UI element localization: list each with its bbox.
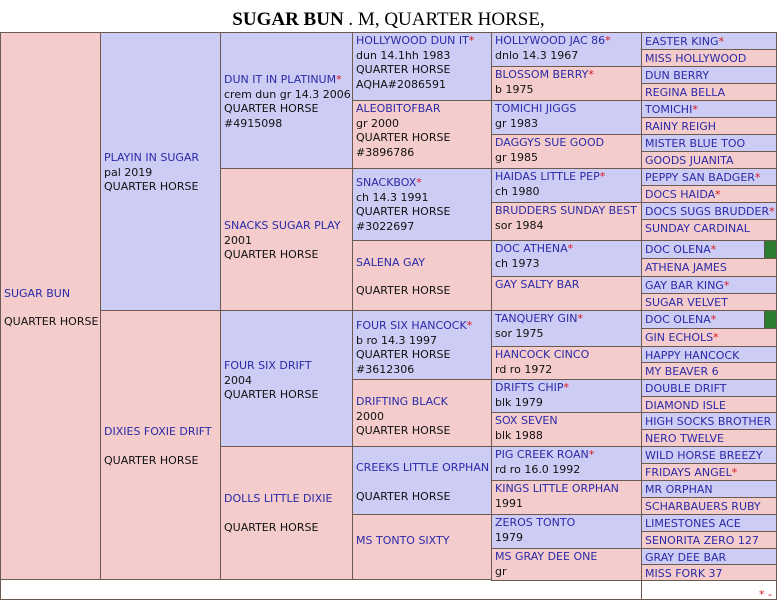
sire-sire-reg: #4915098 (224, 116, 283, 130)
gen4-detail: 1991 (495, 496, 523, 510)
gen5-name[interactable]: TOMICHI (645, 103, 693, 116)
dam-dam (220, 446, 353, 580)
gen5-cell (641, 514, 777, 532)
sire (100, 32, 221, 311)
gen4-cell (491, 480, 642, 515)
gen4-name[interactable]: TOMICHI JIGGS (495, 102, 577, 115)
gen3-cell (352, 100, 492, 169)
star-marker: * (588, 68, 594, 81)
sire-detail: pal 2019 (104, 165, 153, 179)
gen4-name[interactable]: BLOSSOM BERRY (495, 68, 589, 81)
gen5-name[interactable]: SUNDAY CARDINAL (645, 222, 750, 235)
star-marker: * (710, 313, 717, 326)
gen4-detail: dnlo 14.3 1967 (495, 48, 579, 62)
dam-dam-breed: QUARTER HORSE (224, 521, 319, 534)
gen5-cell (641, 463, 777, 481)
gen3-name[interactable]: SNACKBOX (356, 176, 417, 189)
legend-text: - (768, 588, 772, 601)
gen4-detail: blk 1979 (495, 395, 543, 409)
gen3-breed: QUARTER HORSE (356, 63, 451, 76)
gen4-cell (491, 276, 642, 311)
gen5-name[interactable]: GOODS JUANITA (645, 154, 734, 167)
gen5-name[interactable]: DIAMOND ISLE (645, 399, 726, 412)
gen5-name[interactable]: MISS HOLLYWOOD (645, 52, 747, 65)
gen5-name[interactable]: DOC OLENA (645, 313, 711, 326)
gen3-breed: QUARTER HORSE (356, 131, 451, 144)
gen5-name[interactable]: MISTER BLUE TOO (645, 137, 746, 150)
gen5-name[interactable]: DOCS SUGS BRUDDER (645, 205, 770, 218)
gen5-cell (641, 293, 777, 311)
gen5-name[interactable]: SCHARBAUERS RUBY (645, 500, 761, 513)
gen3-name[interactable]: HOLLYWOOD DUN IT (356, 34, 469, 47)
gen4-name[interactable]: DAGGYS SUE GOOD (495, 136, 605, 149)
gen5-name[interactable]: MISS FORK 37 (645, 567, 723, 580)
star-marker: * (710, 243, 717, 256)
sire-breed: QUARTER HORSE (104, 180, 199, 193)
gen5-name[interactable]: DUN BERRY (645, 69, 710, 82)
gen3-name[interactable]: DRIFTING BLACK (356, 395, 448, 408)
gen4-name[interactable]: BRUDDERS SUNDAY BEST (495, 204, 637, 217)
dam-name[interactable]: DIXIES FOXIE DRIFT (104, 425, 212, 438)
gen4-cell (491, 514, 642, 549)
gen3-name[interactable]: SALENA GAY (356, 256, 425, 269)
gen5-cell (641, 446, 777, 464)
gen3-cell (352, 32, 492, 101)
star-marker: * (466, 319, 473, 332)
gen5-cell (641, 117, 777, 135)
sire-sire (220, 32, 353, 169)
gen4-detail: gr 1983 (495, 116, 538, 130)
sire-dam (220, 168, 353, 311)
gen5-name[interactable]: GIN ECHOLS (645, 331, 714, 344)
gen3-reg: #3022697 (356, 219, 415, 233)
gen5-cell (641, 134, 777, 152)
gen5-name[interactable]: SUGAR VELVET (645, 296, 728, 309)
gen4-name[interactable]: PIG CREEK ROAN (495, 448, 589, 461)
gen5-cell (641, 328, 777, 347)
page-title (0, 0, 777, 32)
gen5-cell (641, 379, 777, 397)
gen5-name[interactable]: DOC OLENA (645, 243, 711, 256)
gen3-detail: dun 14.1hh 1983 (356, 48, 451, 62)
gen4-cell (491, 32, 642, 67)
gen5-name[interactable]: GRAY DEE BAR (645, 551, 727, 564)
star-marker: * (692, 103, 698, 116)
gen4-cell (491, 134, 642, 169)
gen5-cell (641, 202, 777, 220)
gen3-name[interactable]: FOUR SIX HANCOCK (356, 319, 467, 332)
gen3-breed: QUARTER HORSE (356, 205, 451, 218)
star-marker: * (416, 176, 422, 189)
gen5-cell (641, 100, 777, 118)
star-marker: * (715, 188, 721, 201)
gen4-name[interactable]: MS GRAY DEE ONE (495, 550, 598, 563)
gen3-cell (352, 168, 492, 241)
subject-horse (0, 32, 101, 580)
gen5-name[interactable]: MR ORPHAN (645, 483, 713, 496)
gen5-name[interactable]: HIGH SOCKS BROTHER (645, 415, 772, 428)
gen3-name[interactable]: CREEKS LITTLE ORPHAN (356, 461, 490, 474)
star-marker: * (563, 381, 570, 394)
dam-sire-breed: QUARTER HORSE (224, 388, 319, 401)
gen3-detail: b ro 14.3 1997 (356, 333, 437, 347)
gen4-name[interactable]: SOX SEVEN (495, 414, 558, 427)
gen4-detail: blk 1988 (495, 428, 543, 442)
gen5-cell (641, 258, 777, 277)
subject-horse-breed: QUARTER HORSE (4, 315, 99, 328)
gen4-detail: gr 1985 (495, 150, 538, 164)
footer-legend-cell (641, 579, 777, 600)
gen5-name[interactable]: LIMESTONES ACE (645, 517, 741, 530)
gen5-name[interactable]: EASTER KING (645, 35, 719, 48)
gen3-cell (352, 446, 492, 515)
gen3-name[interactable]: MS TONTO SIXTY (356, 534, 450, 547)
gen3-reg: #3612306 (356, 362, 415, 376)
gen4-detail: ch 1973 (495, 256, 540, 270)
star-marker: * (336, 73, 342, 86)
gen5-cell (641, 66, 777, 84)
star-marker: * (713, 331, 719, 344)
gen5-name[interactable]: GAY BAR KING (645, 279, 724, 292)
gen4-detail: sor 1984 (495, 218, 544, 232)
gen4-cell (491, 168, 642, 203)
star-marker: * (605, 34, 611, 47)
gen4-detail: rd ro 16.0 1992 (495, 462, 581, 476)
gen5-cell (641, 429, 777, 447)
gen5-cell (641, 83, 777, 101)
gen4-name[interactable]: KINGS LITTLE ORPHAN (495, 482, 619, 495)
dam-dam-name[interactable]: DOLLS LITTLE DIXIE (224, 492, 333, 505)
gen4-detail: sor 1975 (495, 326, 544, 340)
horse-title-details: . M, QUARTER HORSE, (343, 9, 545, 30)
gen5-cell (641, 564, 777, 581)
gen5-name[interactable]: ATHENA JAMES (645, 261, 727, 274)
gen3-breed: QUARTER HORSE (356, 284, 451, 297)
gen4-detail: rd ro 1972 (495, 362, 553, 376)
sire-sire-breed: QUARTER HORSE (224, 102, 319, 115)
dam-breed: QUARTER HORSE (104, 454, 199, 467)
dam-sire-detail: 2004 (224, 373, 252, 387)
gen4-name[interactable]: TANQUERY GIN (495, 312, 578, 325)
gen5-cell (641, 548, 777, 565)
gen5-name[interactable]: REGINA BELLA (645, 86, 726, 99)
gen5-cell (641, 346, 777, 363)
gen3-breed: QUARTER HORSE (356, 424, 451, 437)
gen5-cell (641, 497, 777, 515)
gen5-name[interactable]: MY BEAVER 6 (645, 365, 719, 378)
gen5-cell (641, 480, 777, 498)
star-marker: * (718, 35, 724, 48)
horse-title-name: SUGAR BUN (232, 9, 344, 30)
gen5-name[interactable]: RAINY REIGH (645, 120, 717, 133)
gen5-cell (641, 168, 777, 186)
gen4-cell (491, 412, 642, 447)
star-marker: * (567, 242, 574, 255)
sire-sire-detail: crem dun gr 14.3 2006 (224, 87, 351, 101)
gen4-detail: ch 1980 (495, 184, 540, 198)
gen5-cell (641, 412, 777, 430)
gen5-cell (641, 151, 777, 169)
gen3-breed: QUARTER HORSE (356, 348, 451, 361)
gen5-name[interactable]: FRIDAYS ANGEL (645, 466, 732, 479)
gen5-cell (641, 219, 777, 241)
gen3-detail: gr 2000 (356, 116, 399, 130)
dam-sire-name[interactable]: FOUR SIX DRIFT (224, 359, 312, 372)
gen5-name[interactable]: NERO TWELVE (645, 432, 724, 445)
star-marker: * (731, 466, 738, 479)
gen4-name[interactable]: GAY SALTY BAR (495, 278, 580, 291)
legend (759, 588, 772, 601)
gen5-name[interactable]: WILD HORSE BREEZY (645, 449, 763, 462)
gen3-breed: QUARTER HORSE (356, 490, 451, 503)
legend-star: * (759, 588, 765, 601)
star-marker: * (723, 279, 730, 292)
gen4-name[interactable]: HOLLYWOOD JAC 86 (495, 34, 606, 47)
gen5-cell (641, 310, 777, 329)
gen5-name[interactable]: SENORITA ZERO 127 (645, 534, 759, 547)
gen5-cell (641, 362, 777, 380)
dam (100, 310, 221, 580)
gen4-name[interactable]: HAIDAS LITTLE PEP (495, 170, 600, 183)
gen4-cell (491, 548, 642, 581)
gen3-cell (352, 379, 492, 447)
gen3-cell (352, 240, 492, 311)
gen4-cell (491, 66, 642, 101)
gen5-cell (641, 531, 777, 549)
gen5-cell (641, 185, 777, 203)
subject-horse-name[interactable]: SUGAR BUN (4, 287, 71, 300)
gen5-cell (641, 396, 777, 413)
star-marker: * (599, 170, 606, 183)
green-marker-icon[interactable] (764, 311, 776, 328)
dam-detail (104, 440, 217, 455)
gen5-name[interactable]: HAPPY HANCOCK (645, 349, 740, 362)
gen3-cell (352, 310, 492, 380)
gen4-cell (491, 446, 642, 481)
green-marker-icon[interactable] (764, 241, 776, 258)
sire-name[interactable]: PLAYIN IN SUGAR (104, 151, 200, 164)
gen5-name[interactable]: PEPPY SAN BADGER (645, 171, 755, 184)
gen5-cell (641, 276, 777, 294)
gen3-cell (352, 514, 492, 580)
footer-left-cell (0, 579, 642, 600)
sire-dam-breed: QUARTER HORSE (224, 248, 319, 261)
star-marker: * (577, 312, 583, 325)
gen4-detail: 1979 (495, 530, 523, 544)
sire-sire-name[interactable]: DUN IT IN PLATINUM (224, 73, 337, 86)
gen4-cell (491, 240, 642, 277)
star-marker: * (468, 34, 475, 47)
gen4-name[interactable]: ZEROS TONTO (495, 516, 576, 529)
dam-sire (220, 310, 353, 447)
gen4-cell (491, 202, 642, 241)
gen3-detail: 2000 (356, 409, 384, 423)
gen4-name[interactable]: HANCOCK CINCO (495, 348, 590, 361)
gen5-cell (641, 240, 777, 259)
gen5-cell (641, 32, 777, 50)
star-marker: * (769, 205, 775, 218)
gen4-name[interactable]: DRIFTS CHIP (495, 381, 564, 394)
pedigree-grid (0, 32, 777, 600)
gen4-name[interactable]: DOC ATHENA (495, 242, 568, 255)
sire-dam-detail: 2001 (224, 233, 252, 247)
gen5-name[interactable]: DOUBLE DRIFT (645, 382, 727, 395)
sire-dam-name[interactable]: SNACKS SUGAR PLAY (224, 219, 341, 232)
gen3-reg: #3896786 (356, 145, 415, 159)
gen4-cell (491, 346, 642, 380)
gen4-detail: b 1975 (495, 82, 534, 96)
gen4-cell (491, 100, 642, 135)
gen4-cell (491, 310, 642, 347)
gen5-name[interactable]: DOCS HAIDA (645, 188, 716, 201)
star-marker: * (588, 448, 595, 461)
gen5-cell (641, 49, 777, 67)
gen3-detail: ch 14.3 1991 (356, 190, 429, 204)
gen4-cell (491, 379, 642, 413)
gen3-name[interactable]: ALEOBITOFBAR (356, 102, 441, 115)
gen3-reg: AQHA#2086591 (356, 77, 446, 91)
gen4-detail: gr (495, 564, 507, 578)
star-marker: * (754, 171, 761, 184)
